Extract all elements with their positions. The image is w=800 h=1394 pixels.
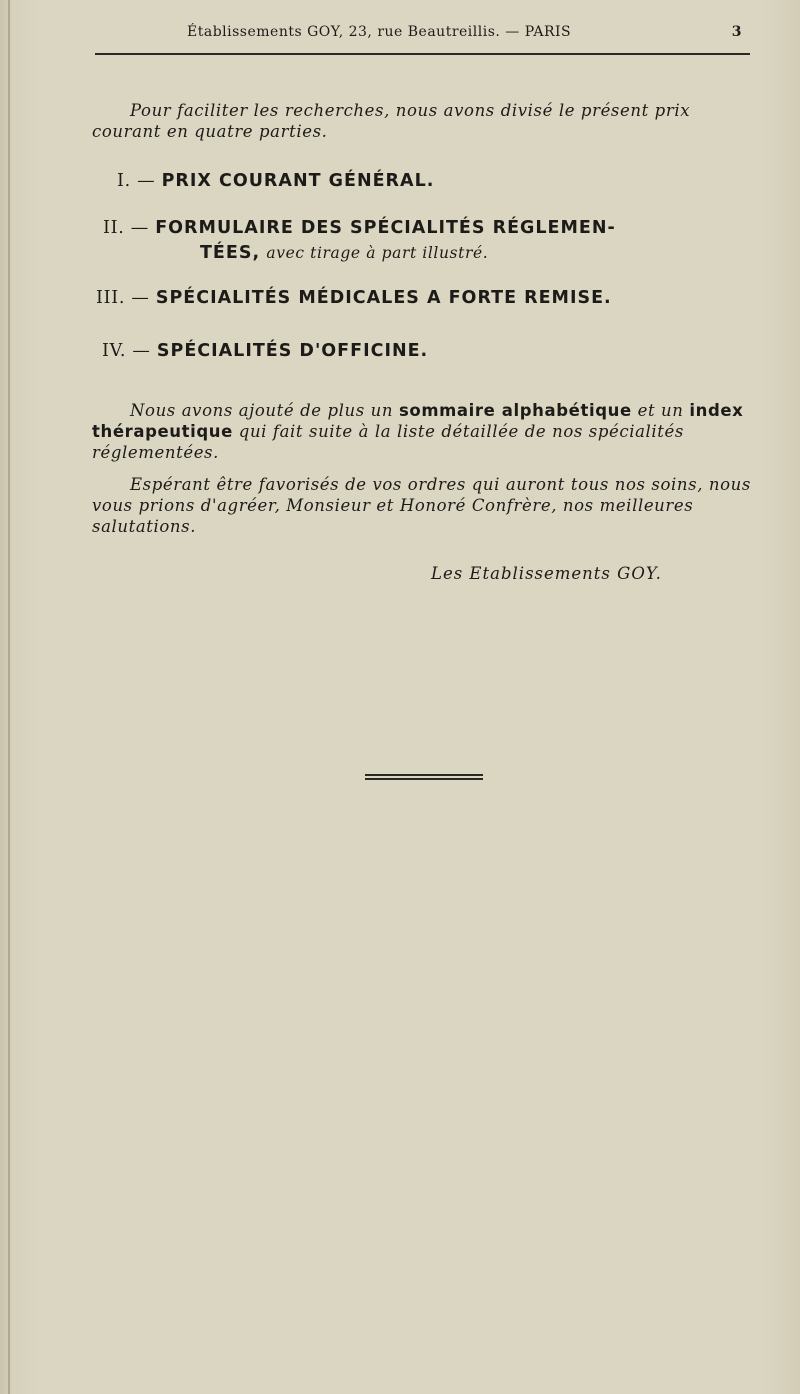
part-1 xyxy=(117,171,434,191)
page-number: 3 xyxy=(731,24,742,40)
part-1-numeral: I. — xyxy=(117,171,156,191)
part-2-numeral: II. — xyxy=(103,218,149,238)
part-2-title: FORMULAIRE DES SPÉCIALITÉS RÉGLEMEN- xyxy=(155,218,616,238)
index-text-e: qui fait suite à la liste détaillée de nos spécialités réglementées. xyxy=(92,422,684,462)
part-2-continuation xyxy=(200,243,488,263)
signature: Les Etablissements GOY. xyxy=(431,564,662,583)
double-rule-divider xyxy=(365,774,483,780)
part-2-title-cont: TÉES, xyxy=(200,243,261,263)
part-4 xyxy=(102,341,428,361)
index-paragraph xyxy=(92,400,757,463)
index-text-c: et un xyxy=(637,401,684,420)
index-bold-therapeutique: index thérapeutique xyxy=(92,401,744,441)
running-header xyxy=(95,22,750,44)
index-bold-sommaire: sommaire alphabétique xyxy=(398,401,632,420)
part-3-numeral: III. — xyxy=(96,288,150,308)
part-3 xyxy=(96,288,612,308)
part-3-title: SPÉCIALITÉS MÉDICALES A FORTE REMISE. xyxy=(155,288,612,308)
part-2 xyxy=(103,218,616,238)
header-establishment: Établissements GOY, 23, rue Beautreillis. — PARIS xyxy=(187,24,572,40)
intro-text: Pour faciliter les recherches, nous avons divisé le présent prix courant en quatre parties. xyxy=(92,101,691,141)
part-4-numeral: IV. — xyxy=(102,341,151,361)
binding-edge xyxy=(8,0,10,1394)
header-rule xyxy=(95,53,750,55)
part-1-title: PRIX COURANT GÉNÉRAL. xyxy=(161,171,435,191)
index-text-a: Nous avons ajouté de plus un xyxy=(130,401,394,420)
part-2-subtitle: avec tirage à part illustré. xyxy=(266,244,489,262)
intro-paragraph xyxy=(92,100,757,142)
closing-paragraph: Espérant être favorisés de vos ordres qui auront tous nos soins, nous vous prions d'agréer, Monsieur et Honoré Confrère, nos meilleures salutations. xyxy=(92,475,751,536)
part-4-title: SPÉCIALITÉS D'OFFICINE. xyxy=(156,341,429,361)
